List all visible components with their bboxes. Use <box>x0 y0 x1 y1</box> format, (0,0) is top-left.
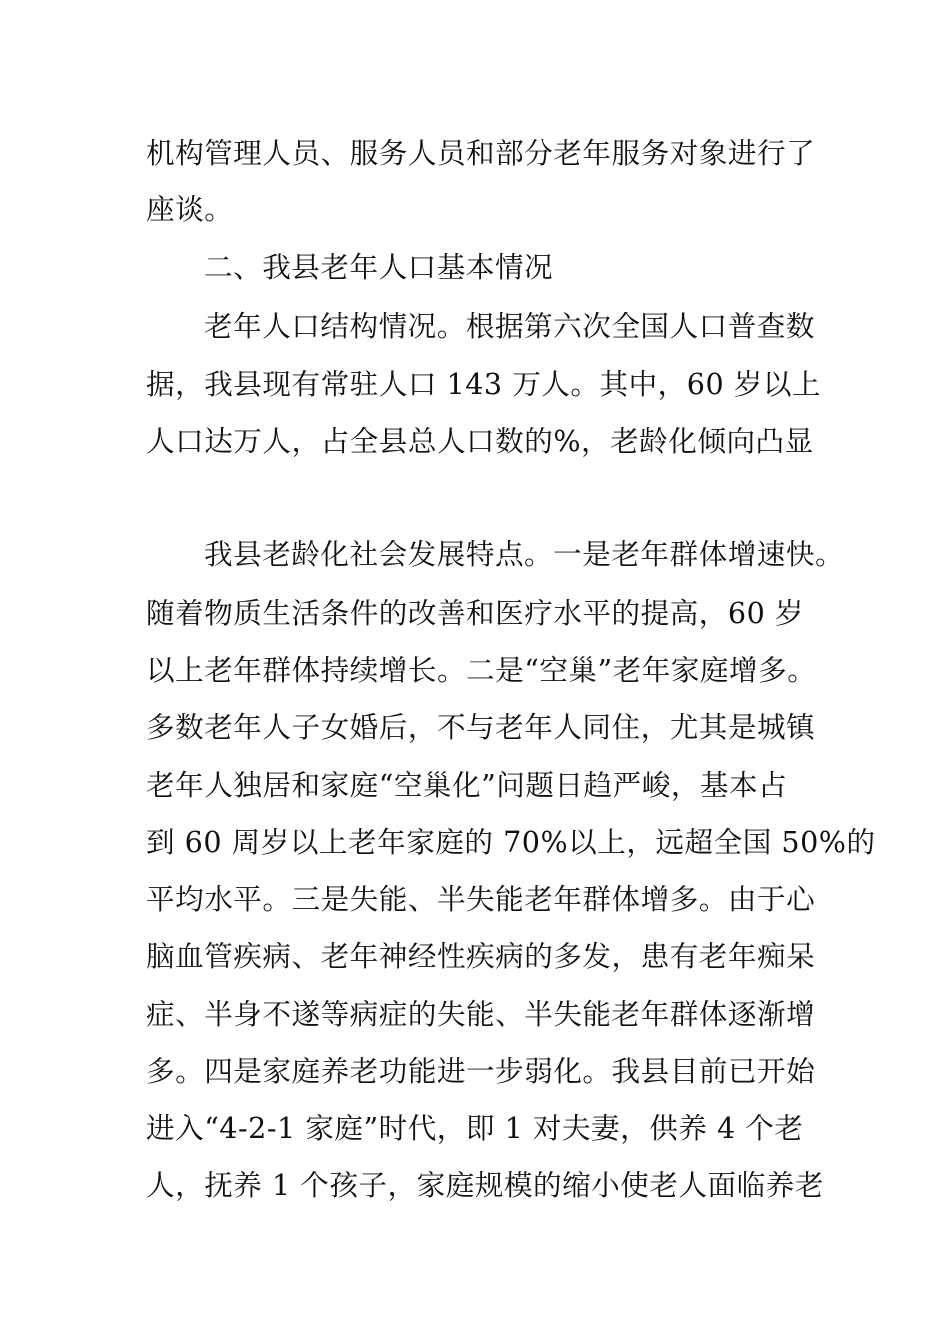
text-line: 以上老年群体持续增长。二是“空巢”老年家庭增多。 <box>146 653 817 687</box>
text-line: 人口达万人，占全县总人口数的%，老龄化倾向凸显 <box>146 424 814 458</box>
text-line: 进入“4-2-1 家庭”时代，即 1 对夫妻，供养 4 个老 <box>146 1111 804 1145</box>
text-line: 机构管理人员、服务人员和部分老年服务对象进行了 <box>146 136 816 170</box>
text-line: 老年人口结构情况。根据第六次全国人口普查数 <box>204 309 815 343</box>
text-line: 到 60 周岁以上老年家庭的 70%以上，远超全国 50%的 <box>146 825 876 859</box>
text-line: 平均水平。三是失能、半失能老年群体增多。由于心 <box>146 882 816 916</box>
text-line: 人，抚养 1 个孩子，家庭规模的缩小使老人面临养老 <box>146 1168 824 1202</box>
text-line: 多。四是家庭养老功能进一步弱化。我县目前已开始 <box>146 1054 816 1088</box>
section-heading: 二、我县老年人口基本情况 <box>204 250 554 284</box>
text-line: 随着物质生活条件的改善和医疗水平的提高，60 岁 <box>146 596 804 630</box>
text-line: 据，我县现有常驻人口 143 万人。其中，60 岁以上 <box>146 367 822 401</box>
text-line: 我县老龄化社会发展特点。一是老年群体增速快。 <box>204 537 845 571</box>
text-line: 老年人独居和家庭“空巢化”问题日趋严峻，基本占 <box>146 768 788 802</box>
text-line: 症、半身不遂等病症的失能、半失能老年群体逐渐增 <box>146 997 816 1031</box>
text-line: 座谈。 <box>146 192 234 226</box>
text-line: 多数老年人子女婚后，不与老年人同住，尤其是城镇 <box>146 710 816 744</box>
text-line: 脑血管疾病、老年神经性疾病的多发，患有老年痴呆 <box>146 939 816 973</box>
